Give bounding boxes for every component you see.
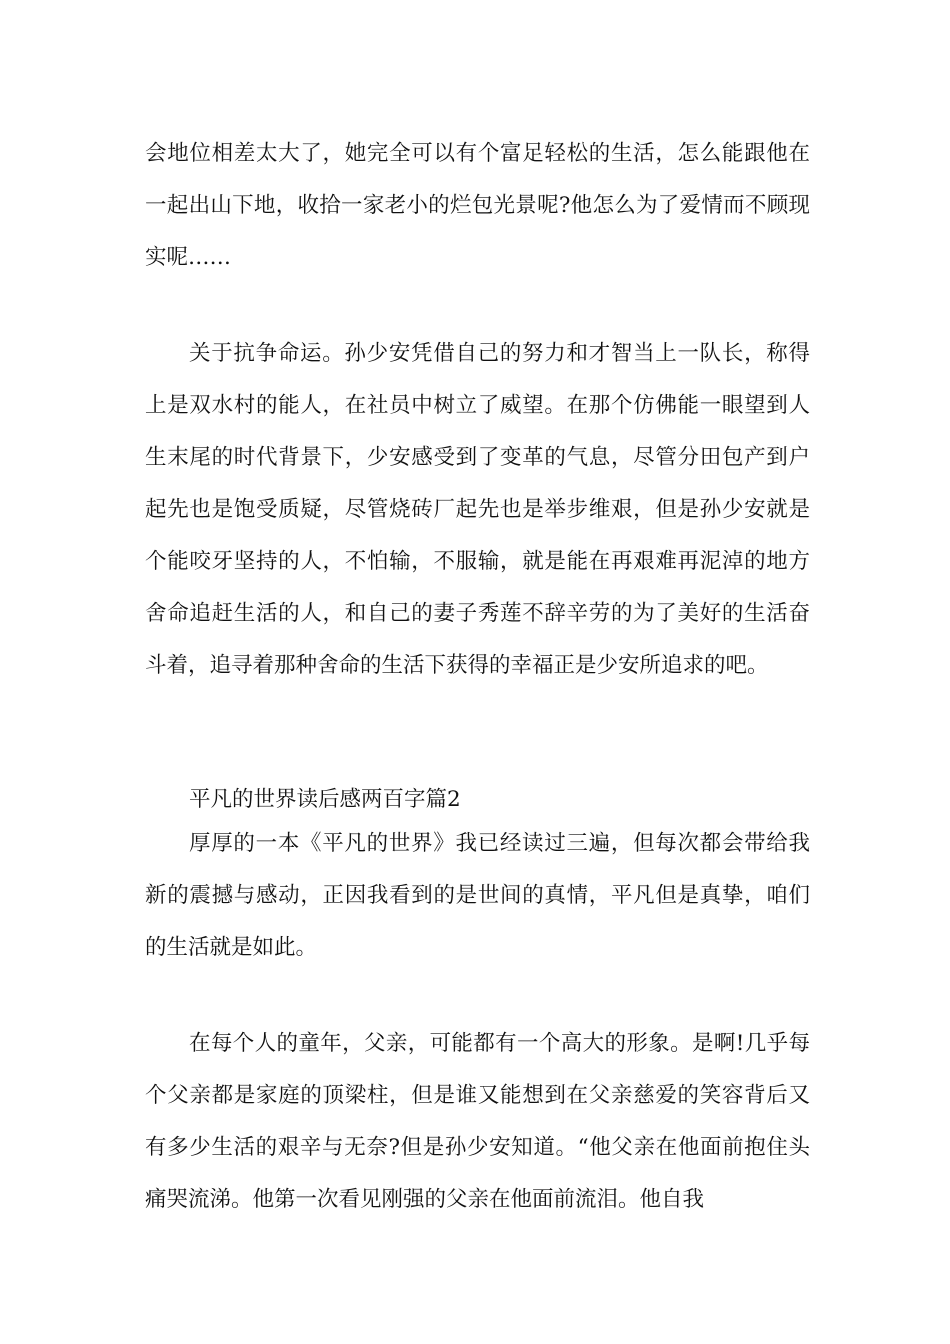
paragraph-continuation: 会地位相差太大了，她完全可以有个富足轻松的生活，怎么能跟他在一起出山下地，收拾一家老小的烂包光景呢?他怎么为了爱情而不顾现实呢…… [145, 141, 810, 270]
paragraph-father: 在每个人的童年，父亲，可能都有一个高大的形象。是啊!几乎每个父亲都是家庭的顶梁柱，但是谁又能想到在父亲慈爱的笑容背后又有多少生活的艰辛与无奈?但是孙少安知道。“他父亲在他面前抱住头痛哭流涕。他第一次看见刚强的父亲在他面前流泪。他自我 [145, 1031, 810, 1212]
paragraph-intro: 厚厚的一本《平凡的世界》我已经读过三遍，但每次都会带给我新的震撼与感动，正因我看到的是世间的真情，平凡但是真挚，咱们的生活就是如此。 [145, 831, 810, 960]
paragraph-fighting-fate: 关于抗争命运。孙少安凭借自己的努力和才智当上一队长，称得上是双水村的能人，在社员中树立了威望。在那个仿佛能一眼望到人生末尾的时代背景下，少安感受到了变革的气息，尽管分田包产到户起先也是饱受质疑，尽管烧砖厂起先也是举步维艰，但是孙少安就是个能咬牙坚持的人，不怕输，不服输，就是能在再艰难再泥淖的地方舍命追赶生活的人，和自己的妻子秀莲不辞辛劳的为了美好的生活奋斗着，追寻着那种舍命的生活下获得的幸福正是少安所追求的吧。 [145, 341, 810, 678]
section-heading: 平凡的世界读后感两百字篇2 [189, 787, 461, 812]
